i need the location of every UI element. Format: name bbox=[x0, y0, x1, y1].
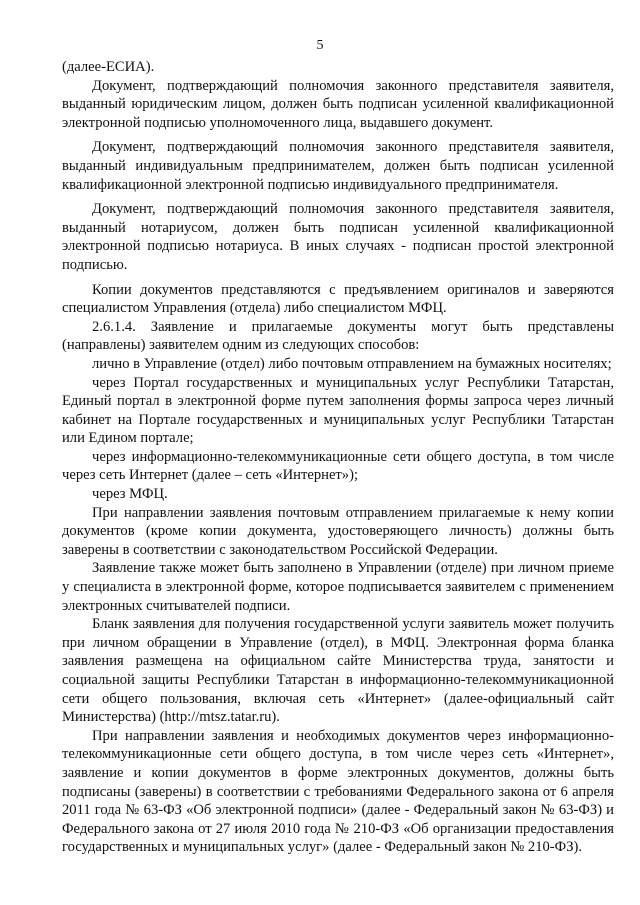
paragraph: 2.6.1.4. Заявление и прилагаемые документы могут быть представлены (направлены) заявителем одним из следующих способов: bbox=[62, 318, 614, 354]
list-item: лично в Управление (отдел) либо почтовым отправлением на бумажных носителях; bbox=[92, 355, 612, 372]
document-body bbox=[62, 58, 614, 857]
paragraph: Документ, подтверждающий полномочия законного представителя заявителя, выданный индивидуальным предпринимателем, должен быть подписан усиленной квалификационной электронной подписью индивидуального предпринимателя. bbox=[62, 139, 614, 193]
paragraph: При направлении заявления почтовым отправлением прилагаемые к нему копии документов (кроме копии документа, удостоверяющего личность) должны быть заверены в соответствии с законодательством Российской Федерации. bbox=[62, 504, 614, 558]
list-item: через МФЦ. bbox=[92, 486, 168, 503]
paragraph: (далее-ЕСИА). bbox=[62, 59, 155, 75]
page-number: 5 bbox=[316, 38, 324, 53]
paragraph: Заявление также может быть заполнено в Управлении (отделе) при личном приеме у специалиста в электронной форме, которое подписывается заявителем с применением электронных считывателей подписи. bbox=[62, 560, 614, 614]
paragraph: Копии документов представляются с предъявлением оригиналов и заверяются специалистом Управления (отдела) либо специалистом МФЦ. bbox=[62, 281, 614, 317]
list-item: через информационно-телекоммуникационные сети общего доступа, в том числе через сеть Интернет (далее – сеть «Интернет»); bbox=[62, 448, 614, 484]
list-item: через Портал государственных и муниципальных услуг Республики Татарстан, Единый портал в электронной форме путем заполнения формы запроса через личный кабинет на Портале государственных и муниципальных услуг Республики Татарстан или Едином портале; bbox=[62, 374, 614, 447]
paragraph: Документ, подтверждающий полномочия законного представителя заявителя, выданный юридическим лицом, должен быть подписан усиленной квалификационной электронной подписью уполномоченного лица, выдавшего документ. bbox=[62, 77, 614, 131]
paragraph: При направлении заявления и необходимых документов через информационно-телекоммуникационные сети общего доступа, в том числе через сеть «Интернет», заявление и копии документов в форме электронных документов, должны быть подписаны (заверены) в соответствии с требованиями Федерального закона от 6 апреля 2011 года № 63-ФЗ «Об электронной подписи» (далее - Федеральный закон № 63-ФЗ) и Федерального закона от 27 июля 2010 года № 210-ФЗ «Об организации предоставления государственных и муниципальных услуг» (далее - Федеральный закон № 210-ФЗ). bbox=[62, 727, 614, 856]
paragraph: Бланк заявления для получения государственной услуги заявитель может получить при личном обращении в Управление (отдел), в МФЦ. Электронная форма бланка заявления размещена на официальном сайте Министерства труда, занятости и социальной защиты Республики Татарстан в информационно-телекоммуникационной сети общего пользования, включая сеть «Интернет» (далее-официальный сайт Министерства) (http://mtsz.tatar.ru). bbox=[62, 616, 614, 726]
paragraph: Документ, подтверждающий полномочия законного представителя заявителя, выданный нотариусом, должен быть подписан усиленной квалификационной электронной подписью нотариуса. В иных случаях - подписан простой электронной подписью. bbox=[62, 201, 614, 273]
